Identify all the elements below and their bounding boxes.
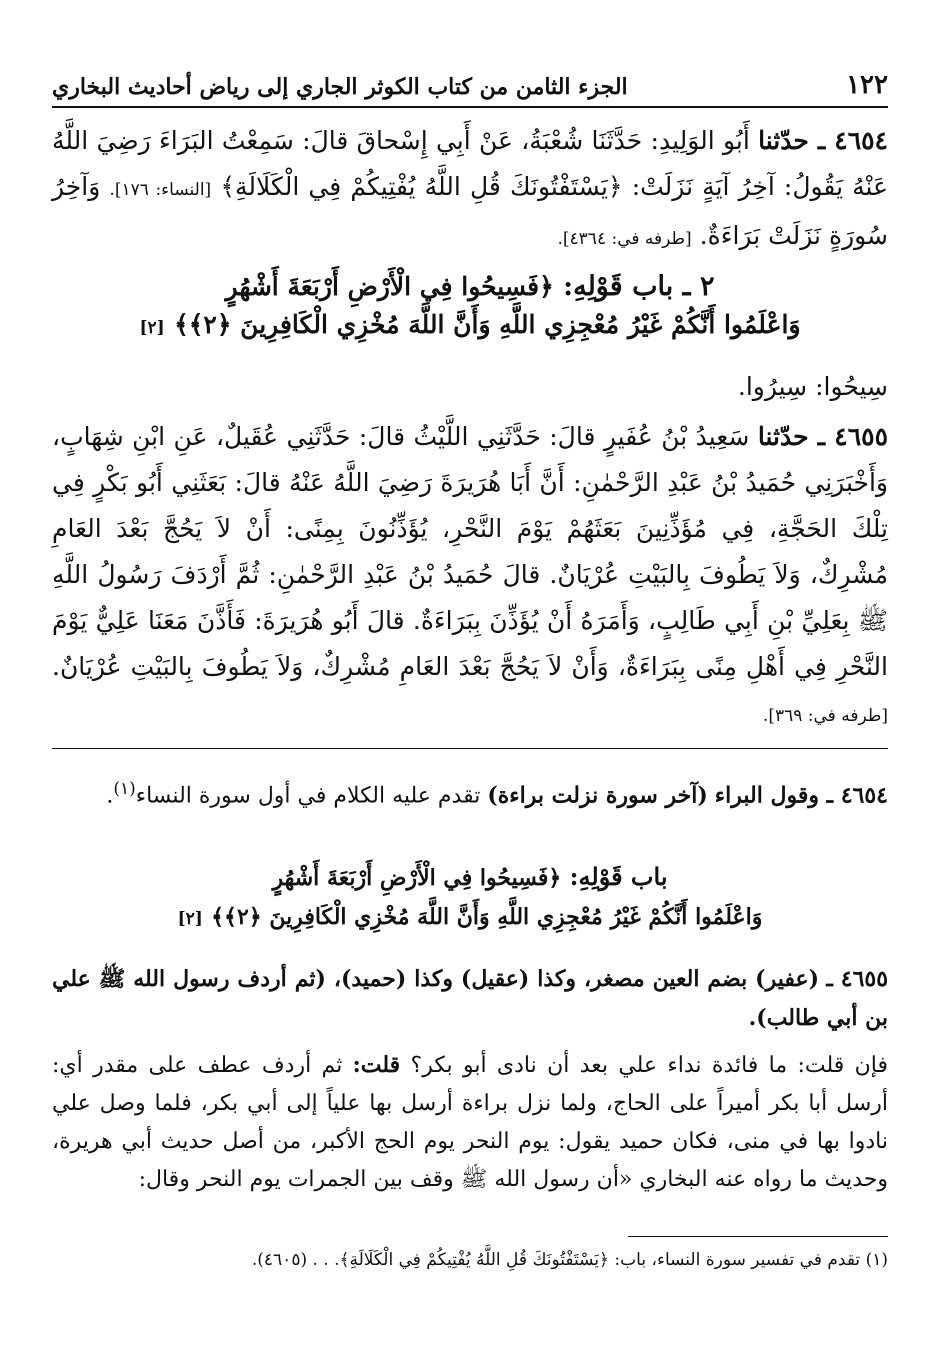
commentary-bab-heading: [52, 858, 888, 938]
hadith-4655: [52, 414, 888, 739]
commentary-4654: [52, 770, 888, 815]
verse-part-1: ﴿فَسِيحُوا فِي الْأَرْضِ أَرْبَعَةَ أَشْهُرٍ: [225, 272, 554, 301]
commentary-paragraph: [52, 1046, 888, 1199]
commentary-number: ٤٦٥٥ ـ: [826, 966, 889, 992]
footnote-mark: (١): [865, 1250, 888, 1270]
commentary-text: تقدم عليه الكلام في أول سورة النساء: [135, 783, 481, 809]
book-title: الجزء الثامن من كتاب الكوثر الجاري إلى رياض أحاديث البخاري: [52, 74, 628, 100]
hadith-text: سَعِيدُ بْنُ عُفَيرٍ قالَ: حَدَّثَنِي اللَّيْثُ قالَ: حَدَّثَنِي عُقَيلٌ، عَنِ ابْنِ شِهَابٍ، وَأَخْبَرَنِي حُمَيدُ بْنُ عَبْدِ الرَّحْمٰنِ: أَنَّ أَبَا هُرَيرَةَ رَضِيَ اللَّهُ عَنْهُ قالَ: بَعَثَنِي أَبُو بَكْرٍ فِي تِلْكَ الحَجَّةِ، فِي مُؤَذِّنِينَ بَعَثَهُمْ يَوْمَ النَّحْرِ، يُؤَذِّنُونَ بِمِنًى: أَنْ لاَ يَحُجَّ بَعْدَ العَامِ مُشْرِكٌ، وَلاَ يَطُوفَ بِالبَيْتِ عُرْيَانٌ. قالَ حُمَيدُ بْنُ عَبْدِ الرَّحْمٰنِ: ثُمَّ أَرْدَفَ رَسُولُ اللَّهِ ﷺ بِعَلِيِّ بْنِ أَبِي طَالِبٍ، وَأَمَرَهُ أَنْ يُؤَذِّنَ بِبَرَاءَةٌ. قالَ أَبُو هُرَيرَةَ: فَأَذَّنَ مَعَنَا عَلِيٌّ يَوْمَ النَّحْرِ فِي أَهْلِ مِنًى بِبَرَاءَةٌ، وَأَنْ لاَ يَحُجَّ بَعْدَ العَامِ مُشْرِكٌ، وَلاَ يَطُوفَ بِالبَيْتِ عُرْيَانٌ.: [52, 422, 888, 681]
hadith-text: أَبُو الوَلِيدِ: حَدَّثَنَا شُعْبَةُ، عَنْ أَبِي إِسْحاقَ قالَ: سَمِعْتُ البَرَاءَ رَضِيَ اللَّهُ عَنْهُ يَقُولُ: آخِرُ آيَةٍ نَزَلَتْ: ﴿يَسْتَفْتُونَكَ قُلِ اللَّهُ يُفْتِيكُمْ فِي الْكَلَالَةِ﴾: [52, 126, 889, 201]
commentary-quote: (آخر سورة نزلت براءة): [487, 782, 708, 809]
verse-reference: [٢]: [177, 909, 203, 929]
verse-part-2: وَاعْلَمُوا أَنَّكُمْ غَيْرُ مُعْجِزِي اللَّهِ وَأَنَّ اللَّهَ مُخْزِي الْكَافِرِينَ ﴿٢﴾﴾: [174, 310, 801, 339]
bab-line-1: [52, 268, 888, 306]
bab-line-2: [52, 306, 888, 347]
word-gloss: سِيحُوا: سِيرُوا.: [737, 372, 888, 401]
footnote-text: تقدم في تفسير سورة النساء، باب: ﴿يَسْتَفْتُونَكَ قُلِ اللَّهُ يُفْتِيكُمْ فِي الْكَلَالَةِ﴾. . . (٤٦٠٥).: [251, 1250, 861, 1270]
tarf-reference: [طرفه في: ٣٦٩].: [762, 706, 888, 726]
answer-text: ثم أردف عطف على مقدر أي: أرسل أبا بكر أميراً على الحاج، ولما نزل براءة أرسل بها علياً إلى أبي بكر، فلما وصل علي نادوا بها في منى، فكان حميد يقول: يوم النحر يوم الحج الأكبر، من أصل حديث أبي هريرة، وحديث ما رواه عنه البخاري «أن رسول الله ﷺ وقف بين الجمرات يوم النحر وقال:: [52, 1053, 888, 1192]
running-header: [52, 50, 888, 108]
commentary-divider: [52, 748, 888, 749]
bab-line-2: [52, 897, 888, 938]
hadith-4654: [52, 118, 888, 262]
commentary-4655: [52, 960, 888, 1038]
question-text: فإن قلت: ما فائدة نداء علي بعد أن نادى أبو بكر؟: [410, 1053, 888, 1078]
footnote-marker[interactable]: (١): [113, 779, 136, 799]
footnote-divider: [628, 1236, 888, 1237]
hadith-number: ٤٦٥٤ ـ حدّثنا: [758, 126, 888, 155]
tarf-reference: [طرفه في: ٤٣٦٤].: [557, 229, 692, 249]
commentary-number: ٤٦٥٤ ـ وقول البراء: [714, 782, 888, 809]
verse-reference: [٢]: [139, 318, 165, 338]
commentary-end: .: [106, 783, 114, 809]
verse-part-1: ﴿فَسِيحُوا فِي الْأَرْضِ أَرْبَعَةَ أَشْهُرٍ: [272, 865, 562, 891]
commentary-text: (عفير) بضم العين مصغر، وكذا (عقيل) وكذا (حميد)، (ثم أردف رسول الله ﷺ علي بن أبي طالب).: [52, 966, 888, 1031]
answer-label: قلت:: [352, 1052, 401, 1078]
bab-heading: [52, 268, 888, 347]
bab-line-1: [52, 858, 888, 897]
hadith-text-end: وَآخِرُ سُورَةٍ نَزَلَتْ بَرَاءَةٌ.: [52, 172, 888, 250]
bab-label: باب قَوْلِهِ:: [569, 862, 668, 891]
bab-label: ٢ ـ باب قَوْلِهِ:: [563, 271, 715, 302]
hadith-number: ٤٦٥٥ ـ حدّثنا: [757, 422, 888, 451]
verse-reference: [النساء: ١٧٦].: [109, 180, 212, 200]
footnote: [52, 1246, 888, 1274]
verse-part-2: وَاعْلَمُوا أَنَّكُمْ غَيْرُ مُعْجِزِي اللَّهِ وَأَنَّ اللَّهَ مُخْزِي الْكَافِرِينَ ﴿٢﴾﴾: [211, 904, 763, 930]
page-number: ١٢٢: [846, 70, 888, 100]
